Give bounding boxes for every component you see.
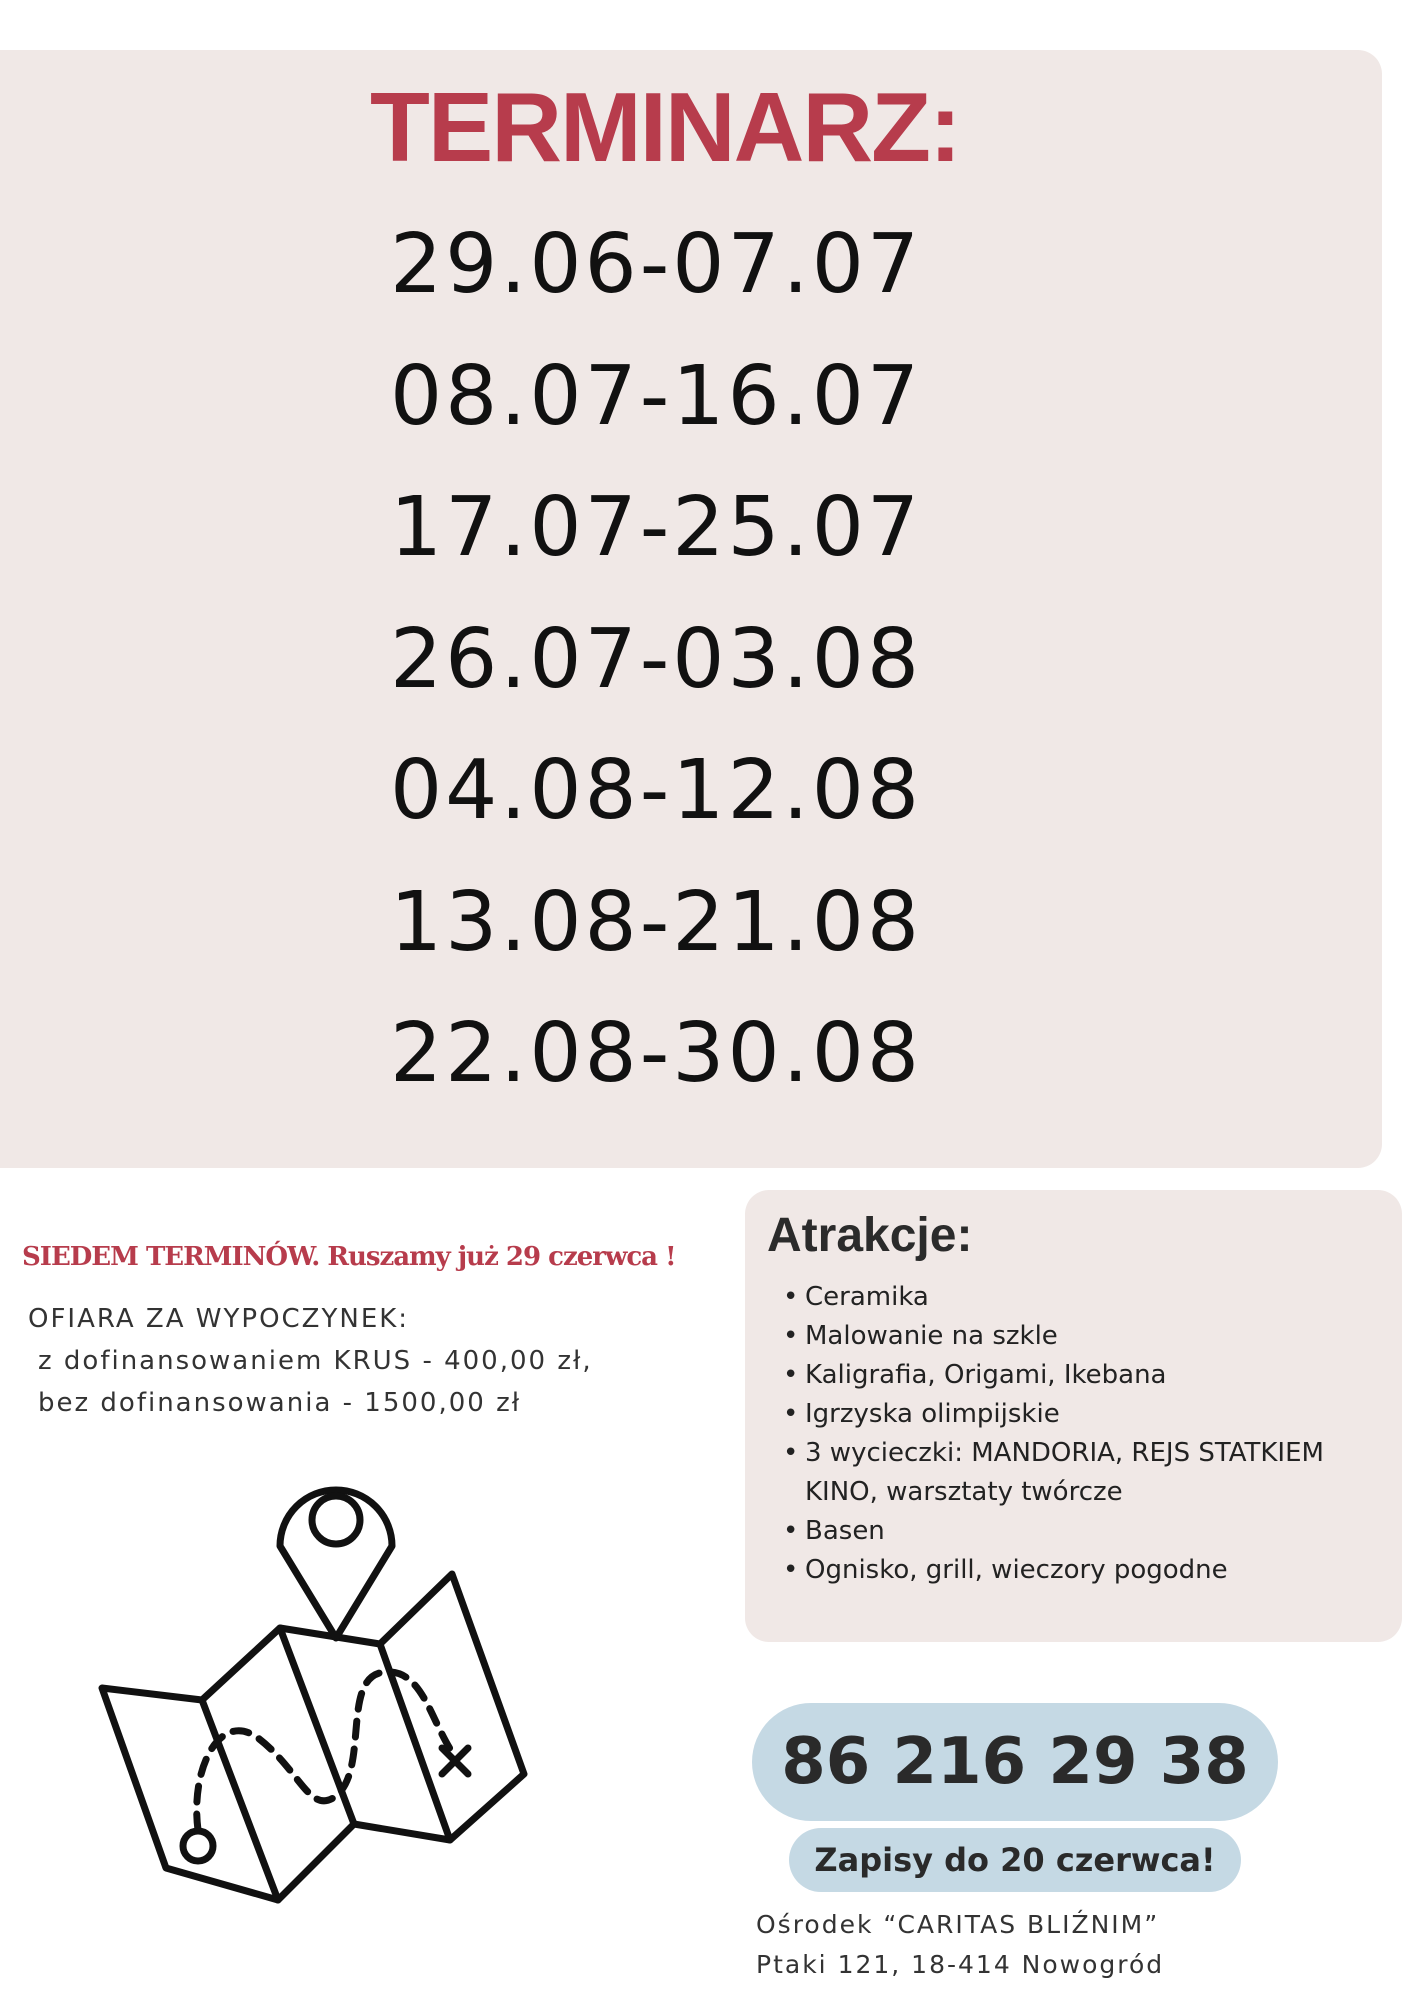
list-item: • Basen (783, 1516, 885, 1546)
schedule-title: TERMINARZ: (370, 72, 960, 182)
price-krus: z dofinansowaniem KRUS - 400,00 zł, (38, 1346, 593, 1376)
price-full: bez dofinansowania - 1500,00 zł (38, 1388, 522, 1418)
date-item: 13.08-21.08 (389, 874, 923, 970)
list-item-label: Malowanie na szkle (805, 1321, 1058, 1351)
list-item-label: Ceramika (805, 1282, 929, 1312)
list-item: • Ceramika (783, 1282, 929, 1312)
date-item: 04.08-12.08 (389, 743, 923, 838)
map-location-icon (90, 1448, 540, 1918)
date-item: 26.07-03.08 (389, 611, 923, 707)
price-block (28, 1298, 728, 1424)
list-item: • 3 wycieczki: MANDORIA, REJS STATKIEM KINO, warsztaty twórcze (783, 1438, 1324, 1507)
price-label: OFIARA ZA WYPOCZYNEK: (28, 1304, 410, 1334)
attractions-title: Atrakcje: (767, 1209, 973, 1262)
list-item-label: Igrzyska olimpijskie (805, 1399, 1060, 1429)
list-item: • Malowanie na szkle (783, 1321, 1058, 1351)
list-item-label: Ognisko, grill, wieczory pogodne (805, 1555, 1228, 1585)
headline: SIEDEM TERMINÓW. Ruszamy już 29 czerwca ! (22, 1242, 676, 1272)
list-item: • Igrzyska olimpijskie (783, 1399, 1060, 1429)
address-line-2: Ptaki 121, 18-414 Nowogród (756, 1950, 1165, 1979)
attractions-panel (745, 1190, 1402, 1642)
date-item: 29.06-07.07 (389, 217, 923, 312)
date-list (0, 215, 1382, 1136)
signup-badge: Zapisy do 20 czerwca! (789, 1828, 1241, 1892)
address-line-1: Ośrodek “CARITAS BLIŹNIM” (756, 1910, 1160, 1939)
list-item-label: Basen (805, 1516, 885, 1546)
date-item: 22.08-30.08 (389, 1006, 923, 1101)
attractions-list (783, 1278, 1383, 1590)
list-item: • Kaligrafia, Origami, Ikebana (783, 1360, 1167, 1390)
list-item-label: 3 wycieczki: MANDORIA, REJS STATKIEM KINO, warsztaty twórcze (805, 1438, 1324, 1507)
date-item: 17.07-25.07 (389, 480, 923, 575)
list-item: • Ognisko, grill, wieczory pogodne (783, 1555, 1228, 1585)
list-item-label: Kaligrafia, Origami, Ikebana (805, 1360, 1167, 1390)
date-item: 08.07-16.07 (389, 348, 923, 444)
phone-number[interactable]: 86 216 29 38 (752, 1703, 1278, 1821)
address (756, 1905, 1164, 1985)
